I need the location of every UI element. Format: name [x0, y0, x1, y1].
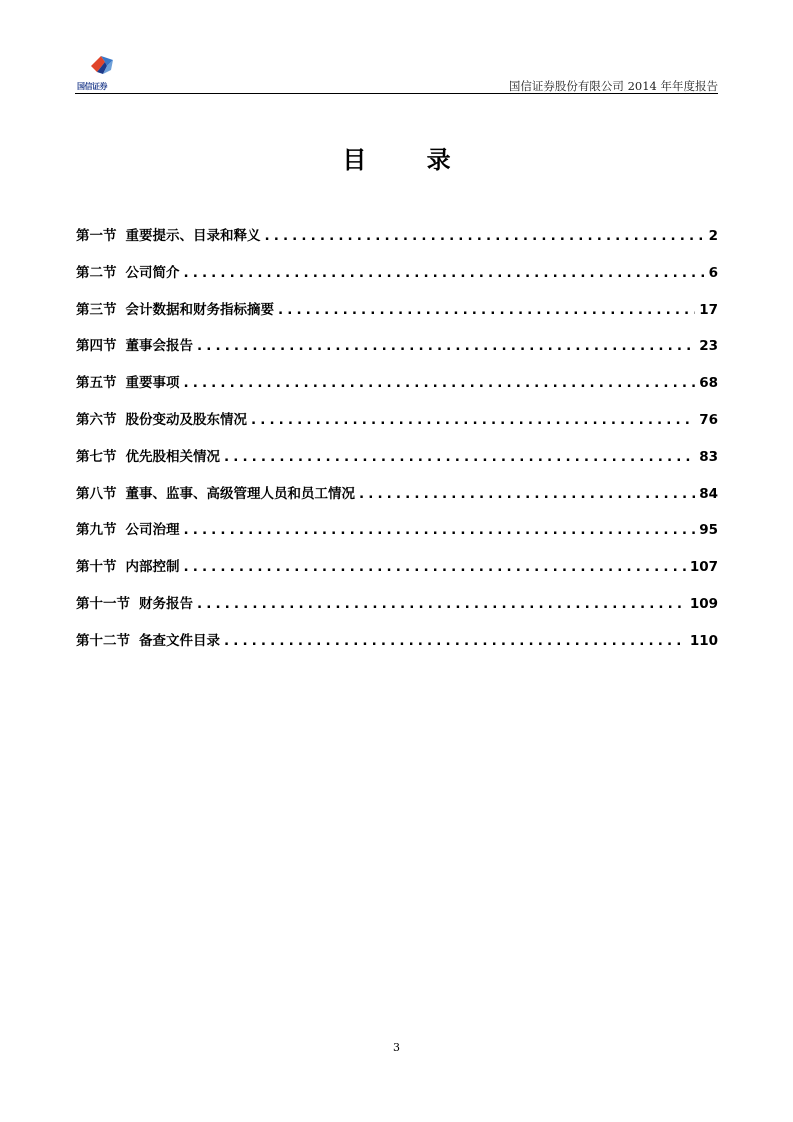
toc-dot-leader — [251, 412, 695, 428]
toc-dot-leader — [197, 596, 686, 612]
toc-page-number: 17 — [699, 301, 718, 318]
toc-section-title: 重要事项 — [125, 375, 180, 392]
toc-section-title: 重要提示、目录和释义 — [125, 228, 261, 244]
toc-page-number: 6 — [708, 264, 718, 281]
toc-page-number: 109 — [689, 595, 718, 612]
toc-dot-leader — [184, 375, 696, 391]
toc-dot-leader — [359, 486, 695, 502]
toc-dot-leader — [224, 633, 686, 649]
toc-page-number: 76 — [699, 411, 718, 428]
toc-entry[interactable] — [76, 334, 718, 371]
toc-section-title: 董事、监事、高级管理人员和员工情况 — [125, 485, 355, 502]
toc-entry[interactable] — [76, 371, 718, 408]
toc-section-number: 第四节 — [76, 338, 117, 355]
toc-section-title: 公司治理 — [125, 522, 180, 539]
toc-section-title: 会计数据和财务指标摘要 — [125, 301, 274, 318]
toc-page-number: 2 — [708, 228, 718, 244]
toc-section-title: 董事会报告 — [125, 338, 193, 355]
toc-section-number: 第二节 — [76, 264, 117, 281]
page-header — [75, 50, 718, 94]
toc-section-number: 第三节 — [76, 301, 117, 318]
toc-section-number: 第十一节 — [76, 595, 130, 612]
toc-page-number: 110 — [689, 632, 718, 649]
toc-section-title: 优先股相关情况 — [125, 448, 220, 465]
toc-section-number: 第十二节 — [76, 632, 130, 649]
table-of-contents — [76, 224, 718, 666]
toc-section-number: 第七节 — [76, 448, 117, 465]
toc-page-number: 95 — [699, 522, 718, 539]
toc-section-number: 第十节 — [76, 559, 117, 576]
toc-page-number: 84 — [699, 485, 718, 502]
toc-entry[interactable] — [76, 261, 718, 298]
logo-text: 国信证券 — [77, 82, 107, 91]
toc-dot-leader — [184, 522, 696, 538]
page-title: 目 录 — [342, 146, 477, 174]
toc-section-title: 财务报告 — [139, 595, 193, 612]
toc-entry[interactable] — [76, 629, 718, 666]
toc-section-title: 股份变动及股东情况 — [125, 411, 247, 428]
toc-entry[interactable] — [76, 224, 718, 261]
toc-section-title: 公司简介 — [125, 264, 180, 281]
toc-entry[interactable] — [76, 408, 718, 445]
toc-dot-leader — [197, 338, 695, 354]
header-divider — [75, 93, 718, 94]
report-title: 国信证券股份有限公司 2014 年年度报告 — [508, 79, 718, 93]
toc-dot-leader — [184, 265, 705, 281]
toc-page-number: 83 — [699, 448, 718, 465]
toc-dot-leader — [224, 449, 695, 465]
toc-entry[interactable] — [76, 592, 718, 629]
toc-section-title: 内部控制 — [125, 559, 180, 576]
toc-section-title: 备查文件目录 — [139, 632, 220, 649]
company-logo — [77, 52, 123, 92]
toc-page-number: 68 — [699, 375, 718, 392]
logo-mark-icon — [77, 52, 123, 82]
toc-section-number: 第八节 — [76, 485, 117, 502]
toc-dot-leader — [265, 228, 705, 244]
toc-section-number: 第一节 — [76, 228, 117, 244]
page-number: 3 — [393, 1041, 400, 1054]
toc-dot-leader — [278, 302, 695, 318]
toc-entry[interactable] — [76, 445, 718, 482]
toc-entry[interactable] — [76, 298, 718, 335]
toc-entry[interactable] — [76, 555, 718, 592]
toc-entry[interactable] — [76, 482, 718, 519]
toc-section-number: 第九节 — [76, 522, 117, 539]
toc-section-number: 第六节 — [76, 411, 117, 428]
toc-page-number: 107 — [689, 559, 718, 576]
toc-section-number: 第五节 — [76, 375, 117, 392]
toc-dot-leader — [184, 559, 686, 575]
toc-entry[interactable] — [76, 518, 718, 555]
toc-page-number: 23 — [699, 338, 718, 355]
